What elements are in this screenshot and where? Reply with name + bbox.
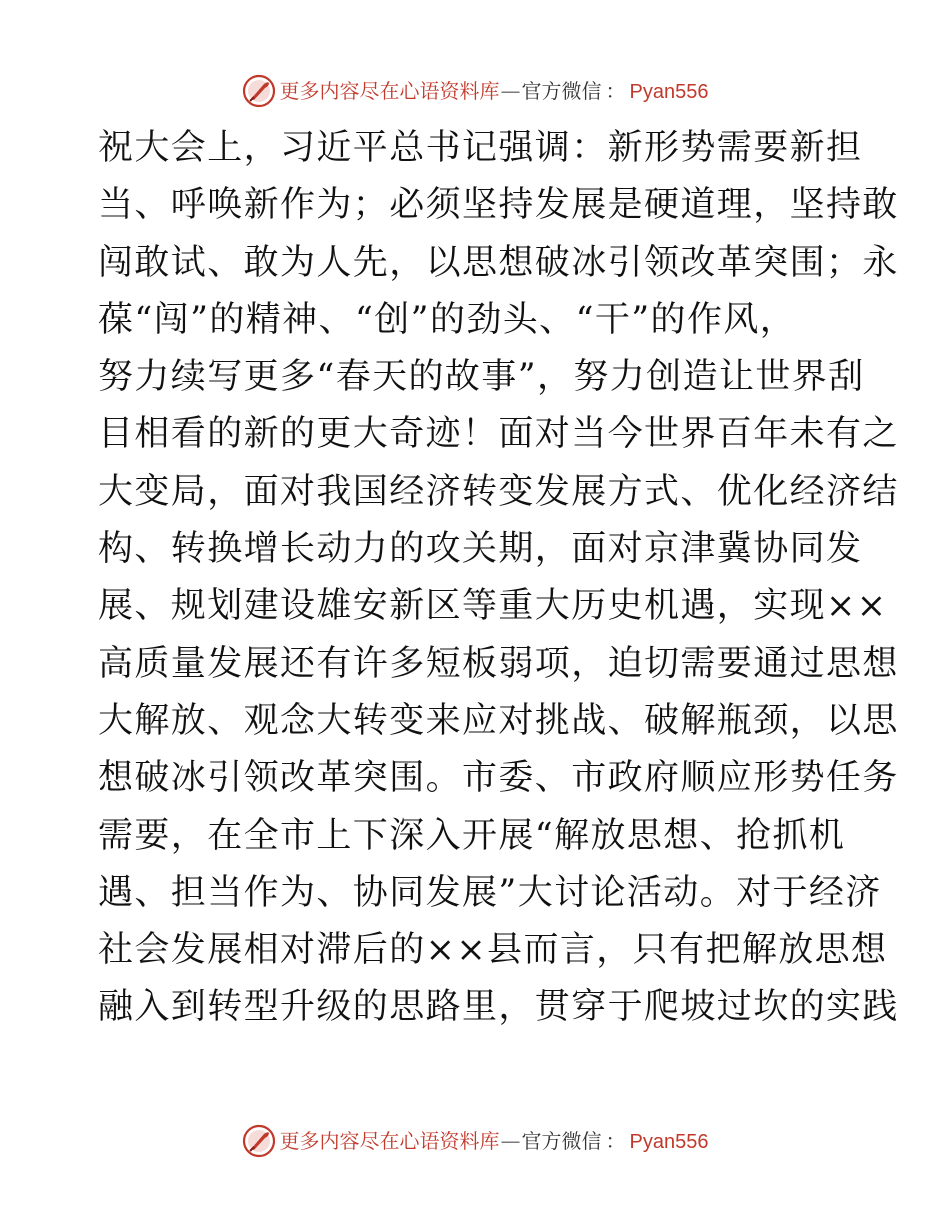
body-line: 想破冰引领改革突围。市委、市政府顺应形势任务 [98, 758, 899, 799]
watermark-wechat-label: 官方微信 [521, 78, 602, 103]
watermark-wechat-id: Pyan556 [629, 80, 709, 103]
body-line: 葆“闯”的精神、“创”的劲头、“干”的作风， [98, 299, 797, 340]
watermark-colon: ： [605, 78, 626, 103]
body-line: 融入到转型升级的思路里，贯穿于爬坡过坎的实践 [98, 987, 899, 1028]
body-line: 展、规划建设雄安新区等重大历史机遇，实现×× [98, 586, 888, 627]
body-line: 当、呼唤新作为；必须坚持发展是硬道理，坚持敢 [98, 185, 899, 226]
watermark-dash: — [500, 78, 521, 103]
body-line: 大解放、观念大转变来应对挑战、破解瓶颈，以思 [98, 700, 899, 741]
body-line: 高质量发展还有许多短板弱项，迫切需要通过思想 [98, 643, 899, 684]
header-watermark [0, 71, 950, 111]
watermark-wechat-id: Pyan556 [629, 1130, 709, 1153]
watermark-site-name: 更多内容尽在心语资料库 [279, 78, 500, 103]
body-line: 社会发展相对滞后的××县而言，只有把解放思想 [98, 930, 888, 971]
document-body [98, 120, 899, 1037]
watermark-site-name: 更多内容尽在心语资料库 [279, 1128, 500, 1153]
body-line: 祝大会上，习近平总书记强调：新形势需要新担 [98, 128, 863, 168]
body-line: 目相看的新的更大奇迹！面对当今世界百年未有之 [98, 414, 899, 455]
body-line: 构、转换增长动力的攻关期，面对京津冀协同发 [98, 529, 863, 570]
feather-pen-logo-icon [242, 1124, 276, 1158]
body-line: 需要，在全市上下深入开展“解放思想、抢抓机 [98, 815, 846, 856]
body-line: 努力续写更多“春天的故事”，努力创造让世界刮 [98, 357, 865, 398]
watermark-colon: ： [605, 1128, 626, 1153]
body-line: 大变局，面对我国经济转变发展方式、优化经济结 [98, 471, 899, 512]
body-line: 遇、担当作为、协同发展”大讨论活动。对于经济 [98, 872, 882, 913]
watermark-wechat-label: 官方微信 [521, 1128, 602, 1153]
footer-watermark [0, 1121, 950, 1161]
body-line: 闯敢试、敢为人先，以思想破冰引领改革突围；永 [98, 242, 899, 283]
feather-pen-logo-icon [242, 74, 276, 108]
watermark-dash: — [500, 1128, 521, 1153]
